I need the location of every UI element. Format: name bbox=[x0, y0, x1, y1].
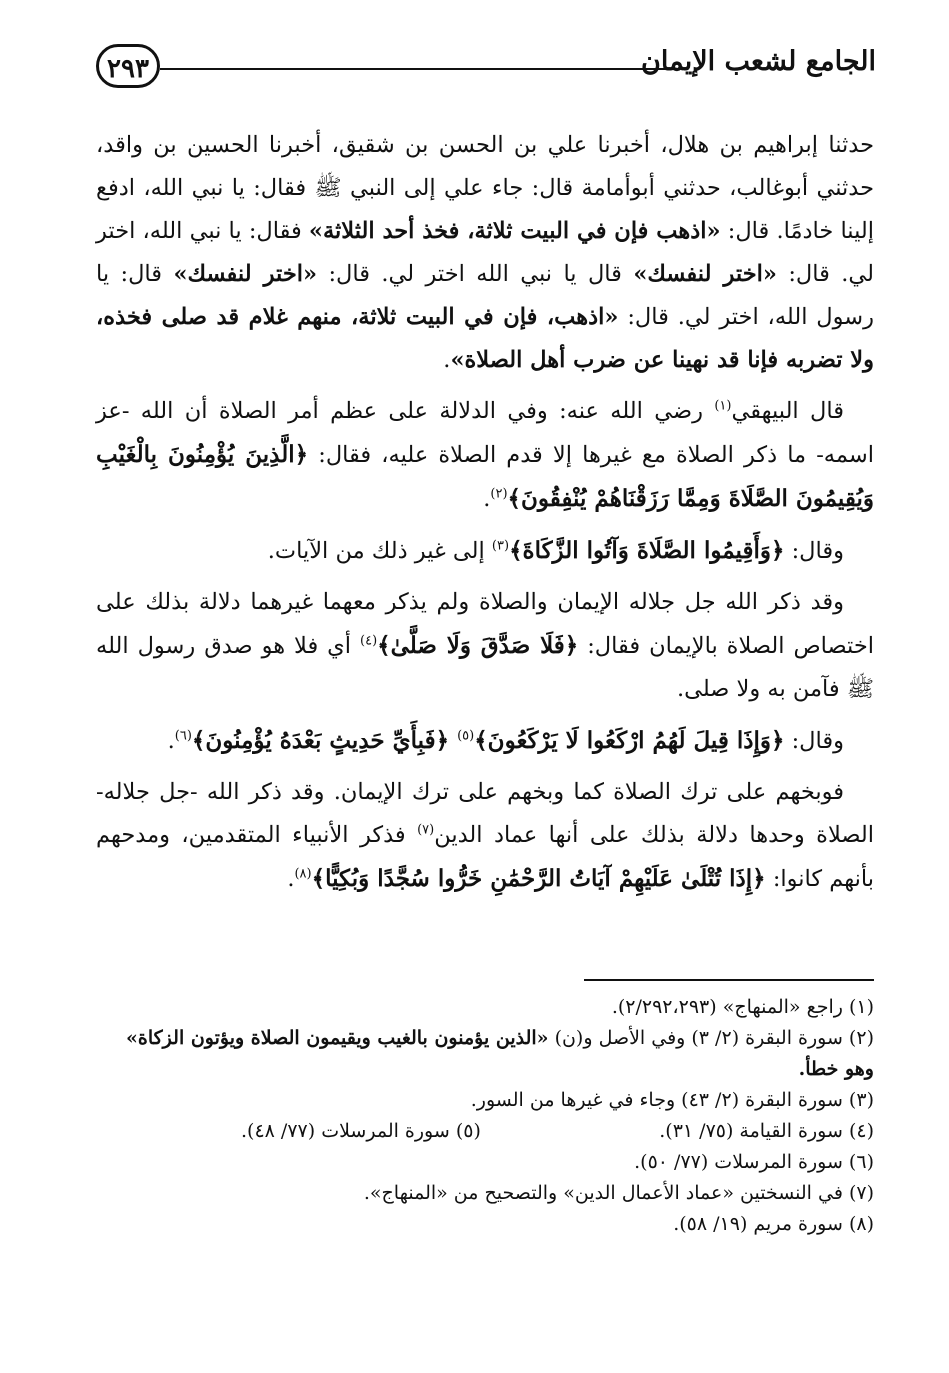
footnote-ref: (٣) bbox=[491, 538, 510, 554]
paragraph-bayhaqi bbox=[96, 390, 874, 521]
quran-verse: ﴿وَإِذَا قِيلَ لَهُمُ ارْكَعُوا لَا يَرْكَعُونَ﴾ bbox=[474, 727, 785, 754]
paragraph-conclusion bbox=[96, 771, 874, 901]
footnote-7: (٧) في النسختين «عماد الأعمال الدين» والتصحيح من «المنهاج». bbox=[363, 1182, 874, 1204]
prophetic-quote: «اذهب، فإن في البيت ثلاثة، منهم غلام قد صلى فخذه، ولا تضربه فإنا قد نهينا عن ضرب أهل الصلاة» bbox=[96, 304, 874, 373]
main-text bbox=[96, 124, 874, 909]
text-span: . bbox=[443, 347, 451, 373]
prophetic-quote: «اختر لنفسك» bbox=[173, 261, 318, 287]
text-span: (٢) سورة البقرة (٢/ ٣) وفي الأصل و(ن) bbox=[548, 1027, 874, 1049]
text-span: فوبخهم على ترك الصلاة كما وبخهم على ترك الإيمان. وقد ذكر الله -جل جلاله- الصلاة وحدها دلالة بذلك على أنها عماد الدين bbox=[96, 779, 874, 848]
text-span: . bbox=[483, 486, 491, 512]
text-span: أي فلا هو صدق رسول الله ﷺ فآمن به ولا صلى. bbox=[96, 633, 874, 702]
running-header bbox=[96, 44, 876, 98]
paragraph-iman-salah bbox=[96, 581, 874, 711]
footnote-ref: (٦) bbox=[174, 728, 192, 744]
prophetic-quote: «اختر لنفسك» bbox=[633, 261, 777, 287]
text-span: وقال: bbox=[784, 538, 844, 564]
book-title: الجامع لشعب الإيمان bbox=[641, 46, 876, 77]
footnote-ref: (٨) bbox=[294, 866, 312, 882]
footnote-ref: (٧) bbox=[417, 822, 435, 838]
header-rule bbox=[160, 68, 676, 70]
text-span: وقد ذكر الله جل جلاله الإيمان والصلاة ولم يذكر معهما غيرهما دلالة بذلك على اختصاص الصلاة بالإيمان فقال: bbox=[96, 589, 874, 659]
quran-verse: ﴿الَّذِينَ يُؤْمِنُونَ بِالْغَيْبِ وَيُقِيمُونَ الصَّلَاةَ وَمِمَّا رَزَقْنَاهُمْ يُنْفِقُونَ﴾ bbox=[96, 441, 874, 512]
paragraph-hadith bbox=[96, 124, 874, 382]
footnote-3: (٣) سورة البقرة (٢/ ٤٣) وجاء في غيرها من السور. bbox=[470, 1089, 874, 1111]
footnotes bbox=[96, 992, 874, 1240]
quran-verse: ﴿إِذَا تُتْلَىٰ عَلَيْهِمْ آيَاتُ الرَّحْمَٰنِ خَرُّوا سُجَّدًا وَبُكِيًّا﴾ bbox=[311, 865, 766, 892]
text-span: . bbox=[167, 728, 175, 754]
quran-verse: ﴿فَبِأَيِّ حَدِيثٍ بَعْدَهُ يُؤْمِنُونَ﴾ bbox=[191, 727, 458, 754]
text-span: قال يا نبي الله اختر لي. قال: bbox=[317, 261, 634, 287]
text-span: «الذين يؤمنون بالغيب ويقيمون الصلاة ويؤتون الزكاة» وهو خطأ. bbox=[126, 1027, 874, 1080]
footnote-8: (٨) سورة مريم (١٩/ ٥٨). bbox=[673, 1213, 874, 1235]
prophetic-quote: «اذهب فإن في البيت ثلاثة، فخذ أحد الثلاثة» bbox=[308, 218, 721, 244]
page-number: ٢٩٣ bbox=[96, 44, 160, 88]
text-span: فذكر الأنبياء المتقدمين، ومدحهم بأنهم كانوا: bbox=[96, 822, 874, 892]
footnote-2 bbox=[96, 1023, 874, 1085]
quran-verse: ﴿وَأَقِيمُوا الصَّلَاةَ وَآتُوا الزَّكَاةَ﴾ bbox=[509, 537, 785, 564]
footnote-5: (٥) سورة المرسلات (٧٧/ ٤٨). bbox=[241, 1120, 481, 1142]
footnote-ref: (٤) bbox=[360, 633, 378, 649]
footnote-6: (٦) سورة المرسلات (٧٧/ ٥٠). bbox=[634, 1151, 874, 1173]
footnote-ref: (٢) bbox=[490, 486, 508, 502]
paragraph-verse-3 bbox=[96, 719, 874, 763]
text-span: فقال: يا نبي الله، اختر لي. قال: bbox=[96, 218, 875, 287]
quran-verse: ﴿فَلَا صَدَّقَ وَلَا صَلَّىٰ﴾ bbox=[377, 632, 579, 659]
footnote-ref: (١) bbox=[714, 398, 732, 414]
footnote-separator bbox=[584, 979, 874, 981]
footnote-row bbox=[96, 1116, 874, 1147]
footnote-4: (٤) سورة القيامة (٧٥/ ٣١). bbox=[659, 1120, 874, 1142]
text-span: وقال: bbox=[784, 728, 844, 754]
text-span: . bbox=[287, 866, 295, 892]
text-span: قال: يا رسول الله، اختر لي. قال: bbox=[96, 261, 874, 330]
text-span: رضي الله عنه: وفي الدلالة على عظم أمر الصلاة أن الله -عز اسمه- ما ذكر الصلاة مع غيرها إلا قدم الصلاة عليه، فقال: bbox=[96, 398, 874, 468]
footnote-1: (١) راجع «المنهاج» (٢/٢٩٢،٢٩٣). bbox=[611, 996, 874, 1018]
paragraph-verse-2 bbox=[96, 529, 874, 573]
text-span: قال البيهقي bbox=[731, 398, 844, 424]
text-span: حدثنا إبراهيم بن هلال، أخبرنا علي بن الحسن بن شقيق، أخبرنا الحسين بن واقد، حدثني أبوغالب، حدثني أبوأمامة قال: جاء علي إلى النبي ﷺ فقال: يا نبي الله، ادفع إلينا خادمًا. قال: bbox=[96, 132, 874, 244]
footnote-ref: (٥) bbox=[457, 728, 475, 744]
text-span: إلى غير ذلك من الآيات. bbox=[267, 538, 492, 564]
